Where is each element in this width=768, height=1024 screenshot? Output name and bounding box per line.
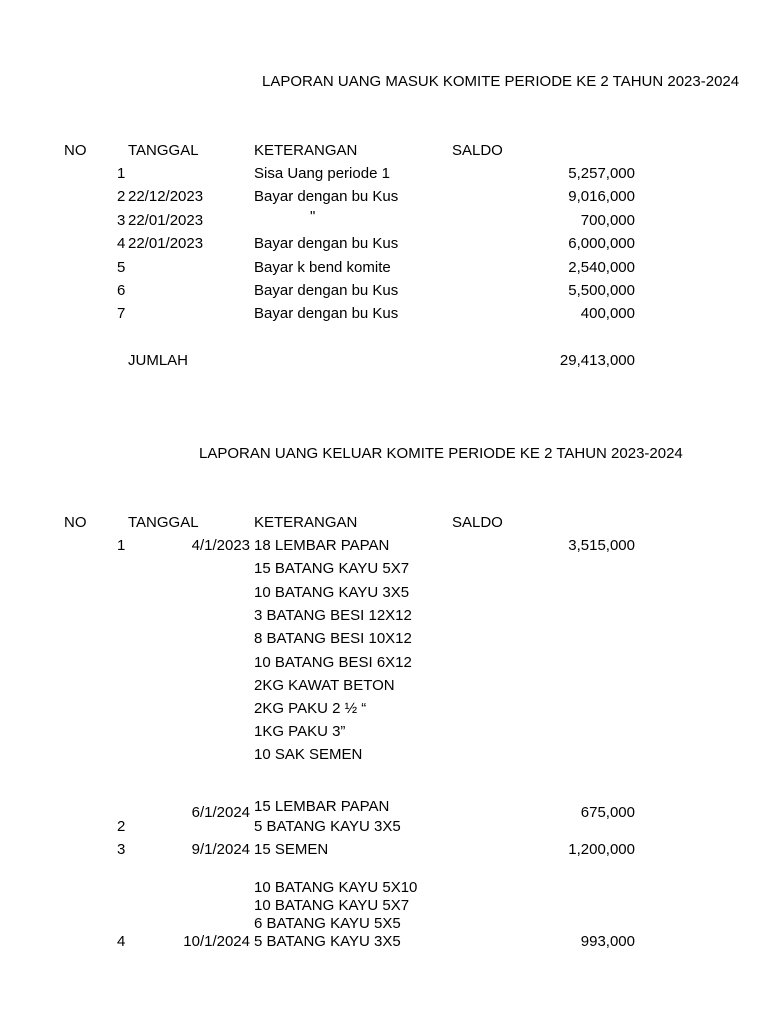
keluar-item: 15 SEMEN bbox=[254, 841, 329, 858]
keluar-header-saldo: SALDO bbox=[452, 514, 503, 531]
masuk-row-tanggal: 22/12/2023 bbox=[128, 188, 204, 205]
keluar-row-no: 2 bbox=[117, 818, 126, 835]
masuk-header-keterangan: KETERANGAN bbox=[254, 142, 358, 159]
masuk-row-ditto-mark: " bbox=[310, 208, 316, 225]
masuk-row-no: 2 bbox=[117, 188, 126, 205]
keluar-item: 8 BATANG BESI 10X12 bbox=[254, 630, 412, 647]
keluar-row-no: 4 bbox=[117, 933, 126, 950]
masuk-row-no: 6 bbox=[117, 282, 126, 299]
masuk-row-keterangan: Bayar dengan bu Kus bbox=[254, 282, 399, 299]
keluar-row-tanggal: 10/1/2024 bbox=[183, 933, 250, 950]
keluar-row-saldo: 993,000 bbox=[580, 933, 635, 950]
masuk-row-saldo: 9,016,000 bbox=[568, 188, 635, 205]
masuk-row-keterangan: Sisa Uang periode 1 bbox=[254, 165, 390, 182]
keluar-item: 10 BATANG KAYU 5X10 bbox=[254, 879, 418, 896]
masuk-row-keterangan: Bayar k bend komite bbox=[254, 259, 391, 276]
masuk-row-saldo: 700,000 bbox=[580, 212, 635, 229]
masuk-total-label: JUMLAH bbox=[128, 352, 189, 369]
masuk-row-saldo: 400,000 bbox=[580, 305, 635, 322]
masuk-row-tanggal: 22/01/2023 bbox=[128, 235, 204, 252]
masuk-row-saldo: 2,540,000 bbox=[568, 259, 635, 276]
masuk-row-tanggal: 22/01/2023 bbox=[128, 212, 204, 229]
masuk-row-no: 5 bbox=[117, 259, 126, 276]
keluar-row-no: 3 bbox=[117, 841, 126, 858]
keluar-item: 3 BATANG BESI 12X12 bbox=[254, 607, 412, 624]
keluar-row-saldo: 3,515,000 bbox=[568, 537, 635, 554]
keluar-header-no: NO bbox=[64, 514, 87, 531]
masuk-row-no: 3 bbox=[117, 212, 126, 229]
masuk-row-saldo: 6,000,000 bbox=[568, 235, 635, 252]
masuk-row-keterangan: Bayar dengan bu Kus bbox=[254, 235, 399, 252]
keluar-item: 10 BATANG BESI 6X12 bbox=[254, 654, 412, 671]
keluar-row-tanggal: 6/1/2024 bbox=[191, 804, 250, 821]
keluar-row-saldo: 675,000 bbox=[580, 804, 635, 821]
masuk-row-no: 4 bbox=[117, 235, 126, 252]
keluar-item: 15 LEMBAR PAPAN bbox=[254, 798, 390, 815]
keluar-row-no: 1 bbox=[117, 537, 126, 554]
keluar-item: 2KG PAKU 2 ½ “ bbox=[254, 700, 367, 717]
masuk-total-value: 29,413,000 bbox=[559, 352, 635, 369]
keluar-item: 10 SAK SEMEN bbox=[254, 746, 363, 763]
masuk-header-tanggal: TANGGAL bbox=[128, 142, 199, 159]
masuk-row-keterangan: Bayar dengan bu Kus bbox=[254, 188, 399, 205]
keluar-item: 10 BATANG KAYU 5X7 bbox=[254, 897, 410, 914]
masuk-row-no: 7 bbox=[117, 305, 126, 322]
masuk-row-no: 1 bbox=[117, 165, 126, 182]
masuk-header-saldo: SALDO bbox=[452, 142, 503, 159]
masuk-row-keterangan: Bayar dengan bu Kus bbox=[254, 305, 399, 322]
keluar-item: 1KG PAKU 3” bbox=[254, 723, 346, 740]
keluar-row-tanggal: 4/1/2023 bbox=[191, 537, 250, 554]
keluar-item: 6 BATANG KAYU 5X5 bbox=[254, 915, 401, 932]
keluar-header-keterangan: KETERANGAN bbox=[254, 514, 358, 531]
keluar-item: 5 BATANG KAYU 3X5 bbox=[254, 933, 401, 950]
keluar-item: 5 BATANG KAYU 3X5 bbox=[254, 818, 401, 835]
keluar-item: 10 BATANG KAYU 3X5 bbox=[254, 584, 410, 601]
keluar-row-tanggal: 9/1/2024 bbox=[191, 841, 250, 858]
keluar-row-saldo: 1,200,000 bbox=[568, 841, 635, 858]
keluar-item: 2KG KAWAT BETON bbox=[254, 677, 395, 694]
keluar-header-tanggal: TANGGAL bbox=[128, 514, 199, 531]
keluar-item: 15 BATANG KAYU 5X7 bbox=[254, 560, 410, 577]
masuk-row-saldo: 5,500,000 bbox=[568, 282, 635, 299]
masuk-row-saldo: 5,257,000 bbox=[568, 165, 635, 182]
keluar-item: 18 LEMBAR PAPAN bbox=[254, 537, 390, 554]
masuk-header-no: NO bbox=[64, 142, 87, 159]
masuk-title: LAPORAN UANG MASUK KOMITE PERIODE KE 2 TAHUN 2023-2024 bbox=[262, 73, 740, 90]
keluar-title: LAPORAN UANG KELUAR KOMITE PERIODE KE 2 TAHUN 2023-2024 bbox=[199, 445, 683, 462]
